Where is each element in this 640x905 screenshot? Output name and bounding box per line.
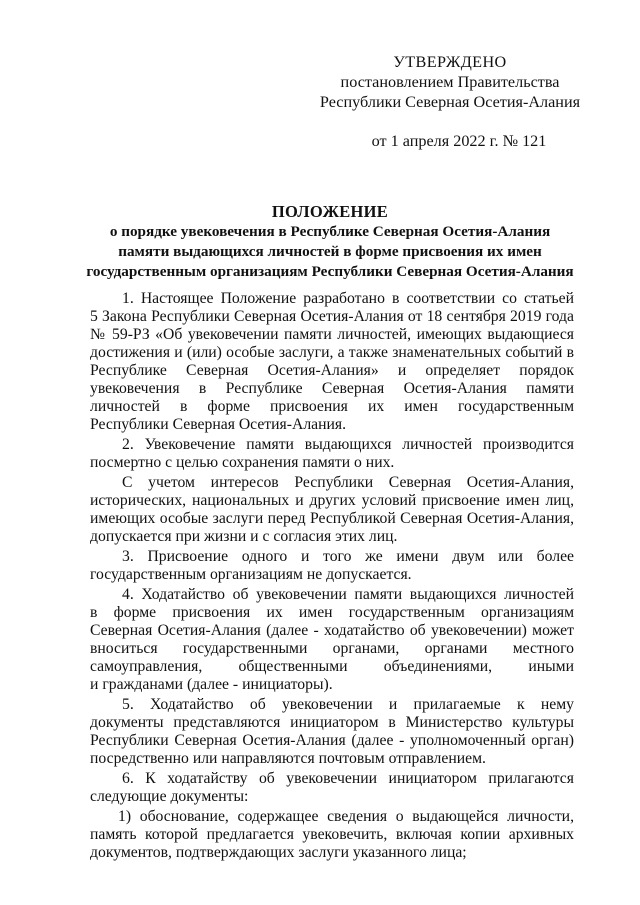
body-line: посредственно или направляются почтовым отправлением. [90,750,486,767]
body-line: увековечения в Республике Северная Осетия-Алания памяти [90,380,574,397]
approval-line-2: Республики Северная Осетия-Алания [319,93,581,111]
approval-block [300,52,600,151]
approval-heading: УТВЕРЖДЕНО [393,53,507,71]
body-line: документы представляются инициатором в Министерство культуры [90,714,574,731]
title-sub-line-1: о порядке увековечения в Республике Северная Осетия-Алания [109,223,551,240]
title-sub-line-3: государственным организациям Республики Северная Осетия-Алания [86,263,574,280]
body-line: достижения и (или) особые заслуги, а также знаменательных событий в [90,344,574,361]
body-line: 6. К ходатайству об увековечении инициатором прилагаются [122,770,574,787]
body-line: 1. Настоящее Положение разработано в соответствии со статьей [122,290,574,307]
body-line: С учетом интересов Республики Северная Осетия-Алания, [122,474,574,491]
body-line: в форме присвоения их имен государственным организациям [90,604,574,621]
body-line: Республике Северная Осетия-Алания» и определяет порядок [90,362,574,379]
body-line: документов, подтверждающих заслуги указанного лица; [90,844,467,861]
body-line: Республики Северная Осетия-Алания. [90,416,347,433]
body-line: 3. Присвоение одного и того же имени двум или более [122,548,574,565]
document-title [60,202,600,282]
body-line: 5 Закона Республики Северная Осетия-Алания от 18 сентября 2019 года [90,308,574,325]
body-line: личностей в форме присвоения их имен государственным [90,398,574,415]
body-line: память которой предлагается увековечить, включая копии архивных [90,826,574,843]
body-line: 2. Увековечение памяти выдающихся личностей производится [122,436,574,453]
body-line: имеющих особые заслуги перед Республикой Северная Осетия-Алания, [90,510,574,527]
approval-date: от 1 апреля 2022 г. № 121 [371,132,547,150]
body-line: государственным организациям не допускается. [90,566,412,583]
body-line: самоуправления, общественными объединениями, иными [90,658,574,675]
body-line: 1) обоснование, содержащее сведения о выдающейся личности, [118,808,574,825]
body-line: посмертно с целью сохранения памяти о них. [90,454,395,471]
title-main: ПОЛОЖЕНИЕ [271,202,389,221]
approval-line-1: постановлением Правительства [340,73,560,91]
document-body [90,290,574,862]
body-line: Республики Северная Осетия-Алания (далее - уполномоченный орган) [90,732,574,749]
body-line: допускается при жизни и с согласия этих лиц. [90,528,398,545]
body-line: и гражданами (далее - инициаторы). [90,676,333,693]
body-line: следующие документы: [90,788,249,805]
body-line: вноситься государственными органами, органами местного [90,640,574,657]
body-line: 4. Ходатайство об увековечении памяти выдающихся личностей [122,586,574,603]
body-line: исторических, национальных и других условий присвоение имен лиц, [90,492,574,509]
title-sub-line-2: памяти выдающихся личностей в форме присвоения их имен [118,243,542,260]
body-line: Северная Осетия-Алания (далее - ходатайство об увековечении) может [90,622,574,639]
body-line: № 59-РЗ «Об увековечении памяти личностей, имеющих выдающиеся [90,326,574,343]
body-line: 5. Ходатайство об увековечении и прилагаемые к нему [122,696,574,713]
